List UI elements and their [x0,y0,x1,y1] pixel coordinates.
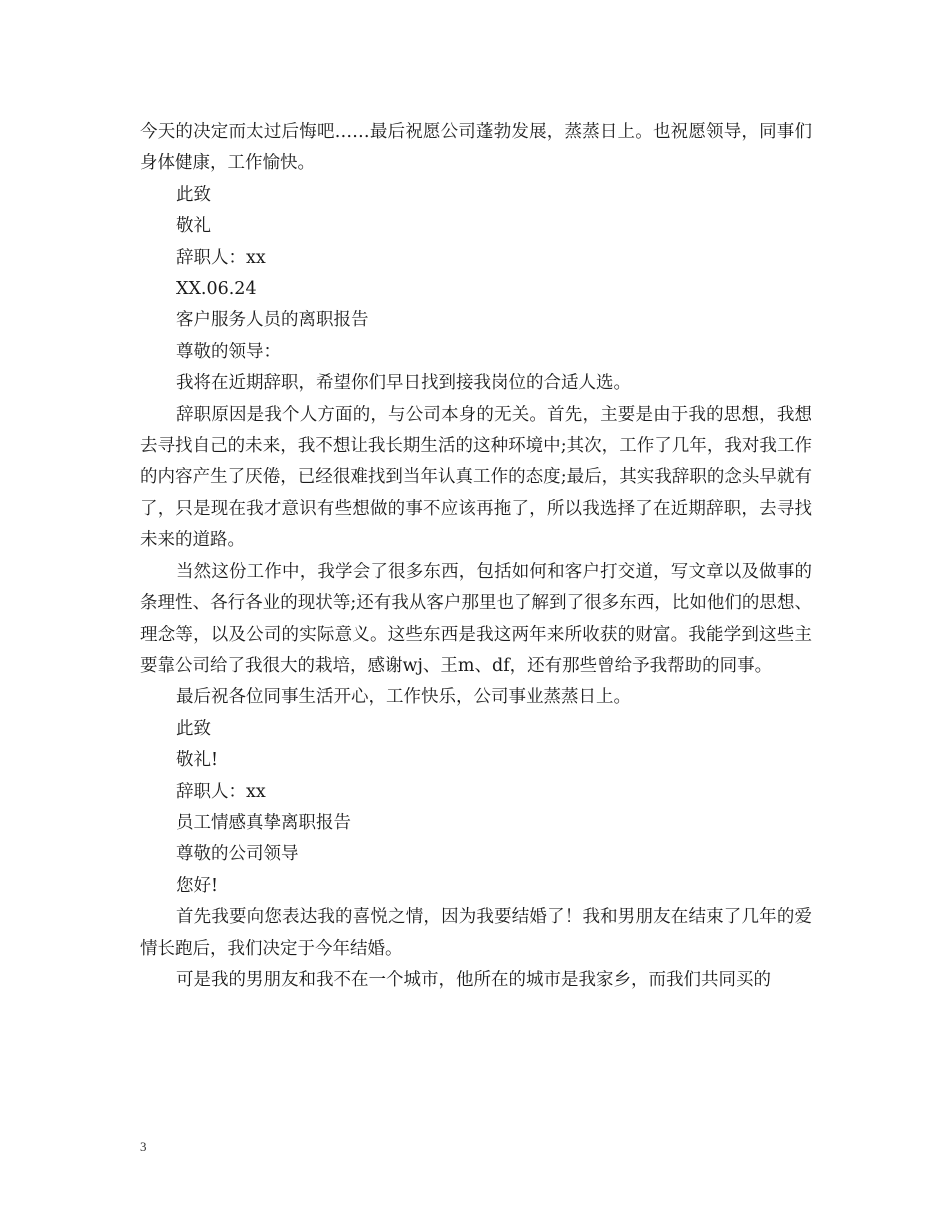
page-number: 3 [140,1139,147,1154]
paragraph: 首先我要向您表达我的喜悦之情，因为我要结婚了！我和男朋友在结束了几年的爱情长跑后，我们决定于今年结婚。 [140,907,812,959]
section-title: 客户服务人员的离职报告 [176,310,369,331]
section-title: 员工情感真挚离职报告 [176,812,351,833]
paragraph: 辞职原因是我个人方面的，与公司本身的无关。首先，主要是由于我的思想，我想去寻找自己的未来，我不想让我长期生活的这种环境中;其次，工作了几年，我对我工作的内容产生了厌倦，已经很难找到当年认真工作的态度;最后，其实我辞职的念头早就有了，只是现在我才意识有些想做的事不应该再拖了，所以我选择了在近期辞职，去寻找未来的道路。 [140,404,812,551]
closing-regards: 敬礼 [176,216,211,237]
paragraph: 我将在近期辞职，希望你们早日找到接我岗位的合适人选。 [176,373,631,394]
date-line: XX.06.24 [176,279,257,300]
greeting: 尊敬的公司领导 [176,844,299,865]
signature-line: 辞职人：xx [176,247,266,268]
paragraph: 今天的决定而太过后悔吧……最后祝愿公司蓬勃发展，蒸蒸日上。也祝愿领导，同事们身体健康，工作愉快。 [140,122,812,174]
closing-salutation: 此致 [176,718,211,739]
signature-line: 辞职人：xx [176,781,266,802]
greeting: 您好! [176,875,219,896]
document-body [140,117,812,996]
closing-regards: 敬礼! [176,750,219,771]
paragraph: 最后祝各位同事生活开心，工作快乐，公司事业蒸蒸日上。 [176,687,631,708]
greeting: 尊敬的领导： [176,341,281,362]
closing-salutation: 此致 [176,184,211,205]
paragraph: 当然这份工作中，我学会了很多东西，包括如何和客户打交道，写文章以及做事的条理性、各行各业的现状等;还有我从客户那里也了解到了很多东西，比如他们的思想、理念等，以及公司的实际意义。这些东西是我这两年来所收获的财富。我能学到这些主要靠公司给了我很大的栽培，感谢wj、王m、df，还有那些曾给予我帮助的同事。 [140,561,812,676]
paragraph: 可是我的男朋友和我不在一个城市，他所在的城市是我家乡，而我们共同买的 [176,969,771,990]
